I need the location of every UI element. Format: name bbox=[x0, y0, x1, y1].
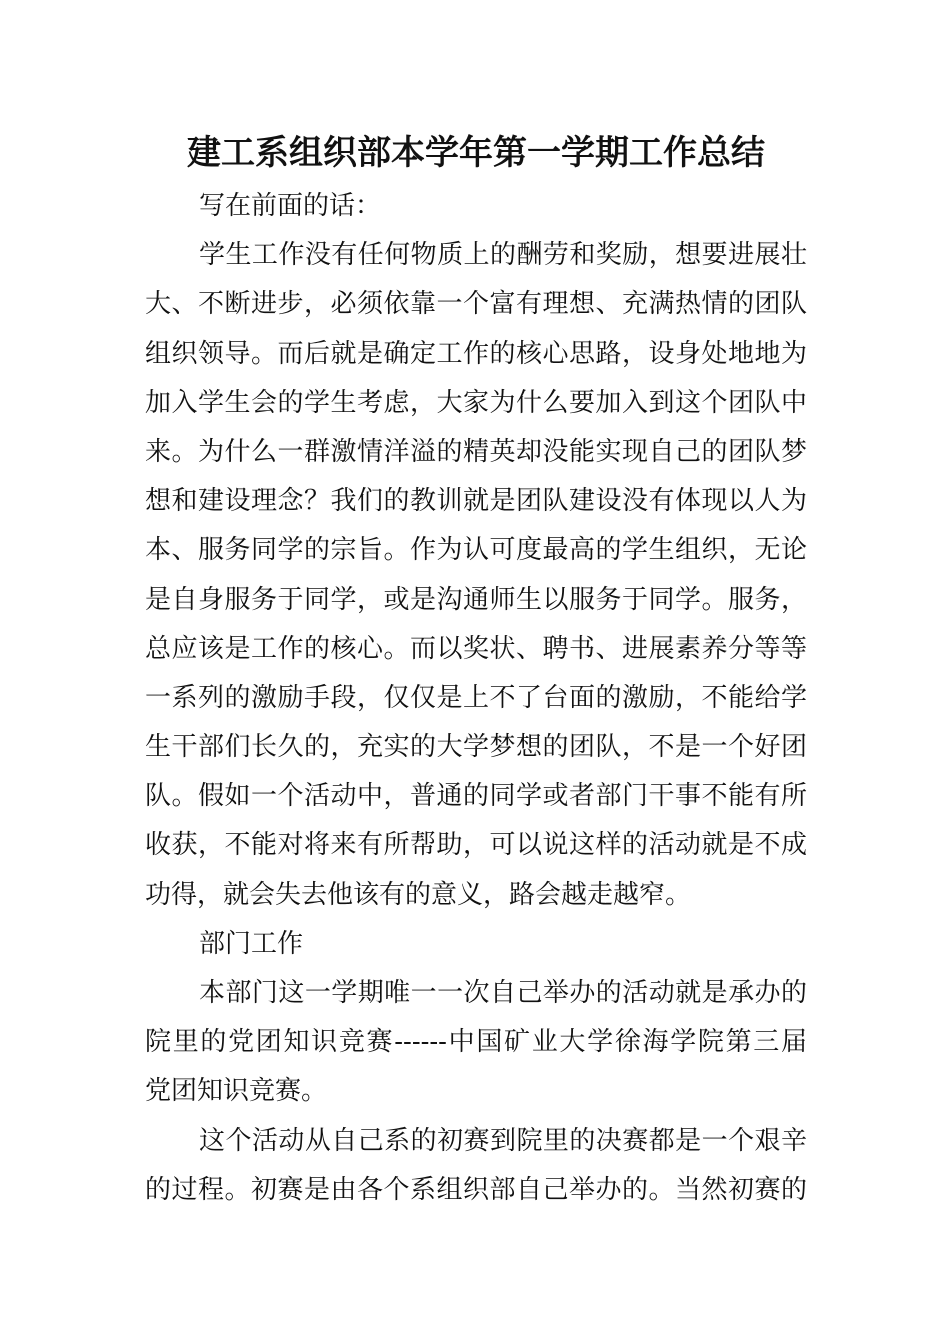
paragraph-line: 组织领导。而后就是确定工作的核心思路，设身处地地为 bbox=[145, 338, 807, 369]
paragraph-line: 一系列的激励手段，仅仅是上不了台面的激励，不能给学 bbox=[145, 682, 807, 713]
department-work-paragraph-2 bbox=[145, 1117, 807, 1215]
paragraph-line: 院里的党团知识竞赛------中国矿业大学徐海学院第三届 bbox=[145, 1027, 807, 1058]
paragraph-line: 队。假如一个活动中，普通的同学或者部门干事不能有所 bbox=[145, 781, 807, 812]
paragraph-line: 学生工作没有任何物质上的酬劳和奖励，想要进展壮 bbox=[199, 240, 807, 271]
paragraph-line: 是自身服务于同学，或是沟通师生以服务于同学。服务， bbox=[145, 584, 807, 615]
paragraph-line: 功得，就会失去他该有的意义，路会越走越窄。 bbox=[145, 879, 692, 910]
paragraph-line: 总应该是工作的核心。而以奖状、聘书、进展素养分等等 bbox=[145, 633, 807, 664]
section-heading-preface: 写在前面的话： bbox=[199, 191, 382, 221]
paragraph-line: 的过程。初赛是由各个系组织部自己举办的。当然初赛的 bbox=[145, 1174, 807, 1205]
paragraph-line: 大、不断进步，必须依靠一个富有理想、充满热情的团队 bbox=[145, 289, 807, 320]
paragraph-line: 这个活动从自己系的初赛到院里的决赛都是一个艰辛 bbox=[199, 1125, 807, 1156]
document-page bbox=[145, 124, 807, 1215]
paragraph-line: 加入学生会的学生考虑，大家为什么要加入到这个团队中 bbox=[145, 387, 807, 418]
document-title: 建工系组织部本学年第一学期工作总结 bbox=[187, 133, 765, 173]
department-work-paragraph-1 bbox=[145, 969, 807, 1117]
paragraph-line: 想和建设理念？我们的教训就是团队建设没有体现以人为 bbox=[145, 486, 807, 517]
paragraph-line: 本部门这一学期唯一一次自己举办的活动就是承办的 bbox=[199, 978, 807, 1008]
preface-paragraph bbox=[145, 231, 807, 920]
paragraph-line: 党团知识竞赛。 bbox=[145, 1076, 328, 1107]
paragraph-line: 本、服务同学的宗旨。作为认可度最高的学生组织，无论 bbox=[145, 535, 807, 566]
paragraph-line: 生干部们长久的，充实的大学梦想的团队，不是一个好团 bbox=[145, 732, 807, 763]
paragraph-line: 来。为什么一群激情洋溢的精英却没能实现自己的团队梦 bbox=[145, 436, 807, 467]
paragraph-line: 收获，不能对将来有所帮助，可以说这样的活动就是不成 bbox=[145, 830, 807, 861]
section-heading-department-work: 部门工作 bbox=[199, 928, 304, 959]
